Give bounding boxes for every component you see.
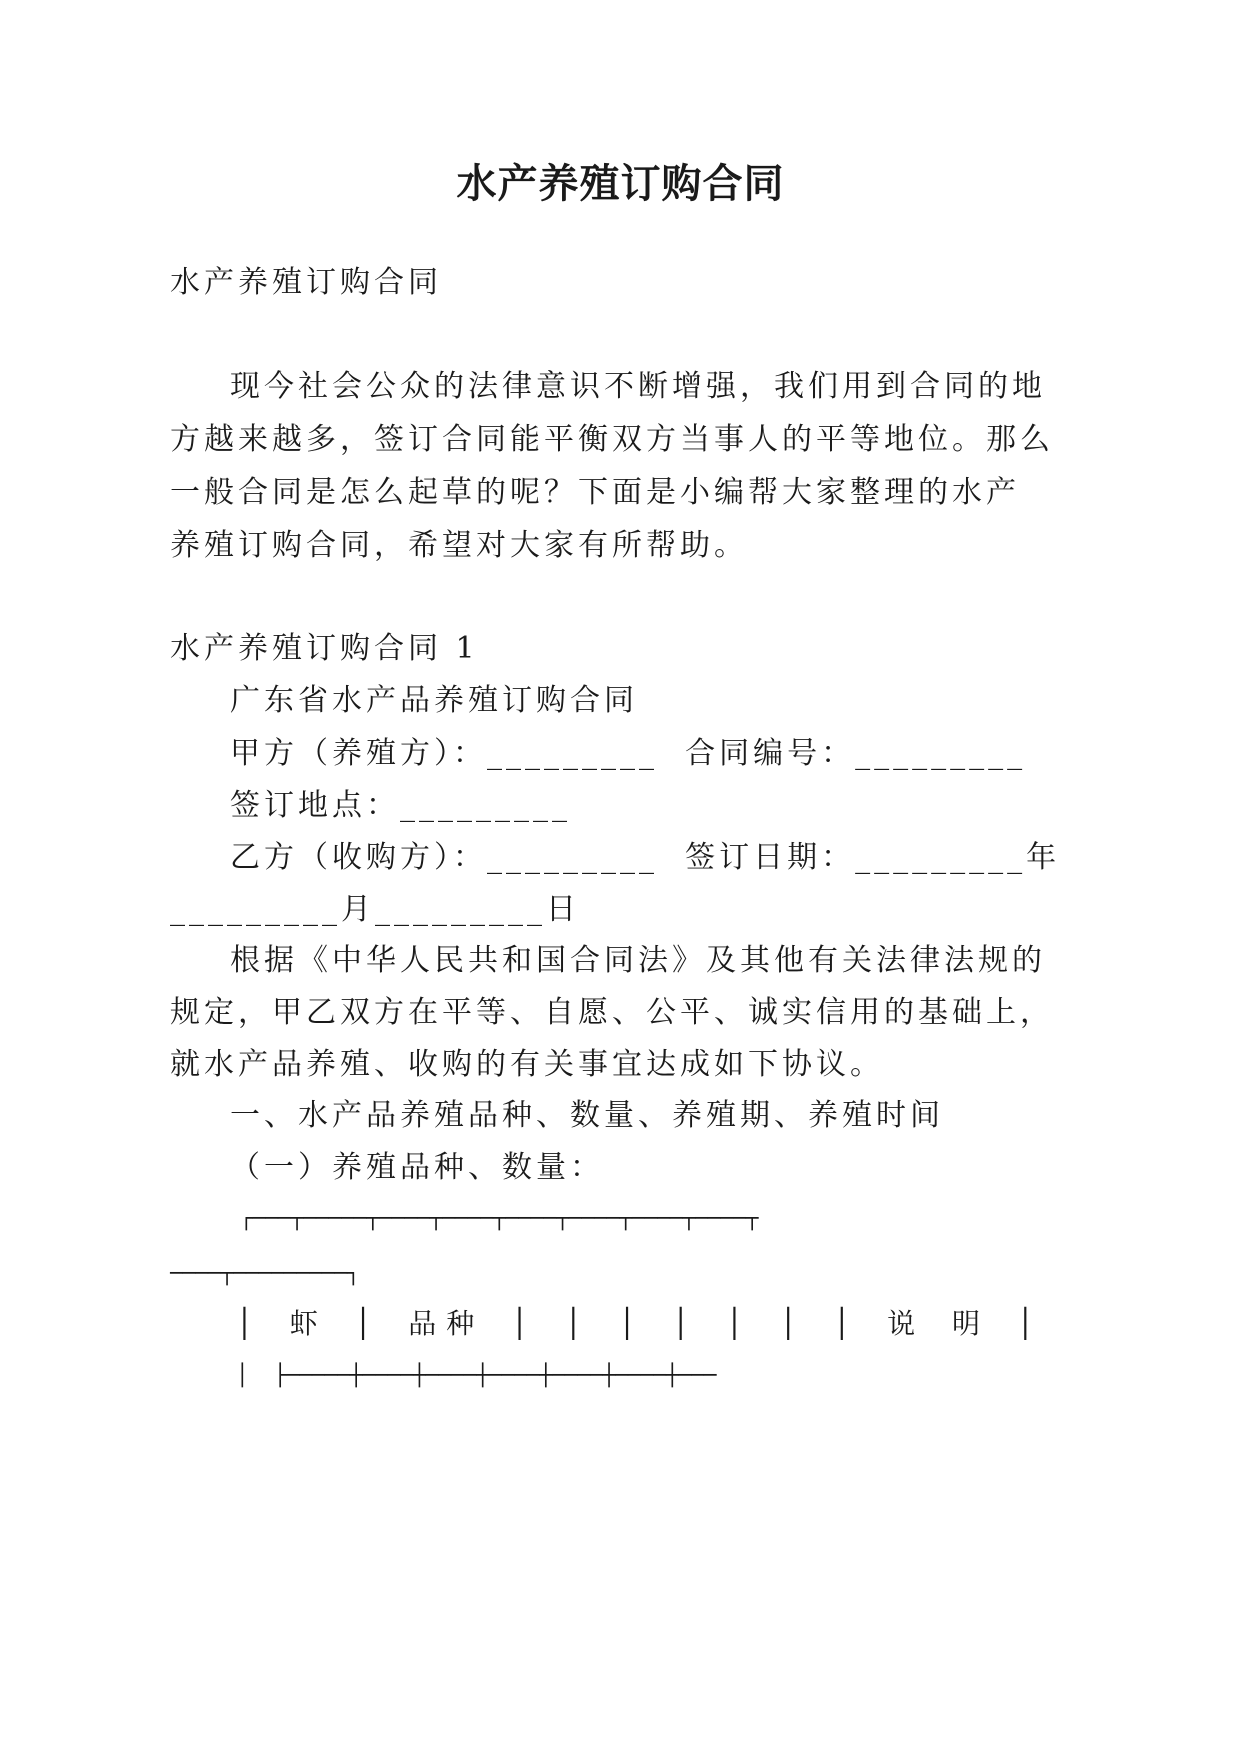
- clause-1-1: （一）养殖品种、数量：: [230, 1150, 604, 1185]
- intro-line-3: 一般合同是怎么起草的呢？下面是小编帮大家整理的水产: [170, 475, 1020, 510]
- sign-place-line: 签订地点：_________: [230, 788, 571, 823]
- basis-line-3: 就水产品养殖、收购的有关事宜达成如下协议。: [170, 1047, 884, 1082]
- date-line: _________月_________日: [170, 892, 580, 927]
- intro-line-1: 现今社会公众的法律意识不断增强，我们用到合同的地: [230, 369, 1046, 404]
- table-header-row: │ 虾 │ 品种 │ │ │ │ │ │ │ 说 明 │: [236, 1307, 1044, 1340]
- table-border-top: ┌───┬─────┬────┬────┬────┬────┬────┬────┬: [240, 1206, 759, 1230]
- document-heading: 水产养殖订购合同: [170, 265, 442, 300]
- party-b-line: 乙方（收购方）：_________ 签订日期：_________年: [230, 840, 1061, 875]
- table-border-top-cont: ────┬─────────┐: [170, 1261, 360, 1285]
- table-divider-row: │ ├─────┼────┼────┼────┼────┼────┼───: [236, 1363, 717, 1387]
- intro-line-2: 方越来越多，签订合同能平衡双方当事人的平等地位。那么: [170, 422, 1054, 457]
- document-title: 水产养殖订购合同: [456, 160, 785, 207]
- basis-line-2: 规定，甲乙双方在平等、自愿、公平、诚实信用的基础上，: [170, 995, 1054, 1030]
- intro-line-4: 养殖订购合同，希望对大家有所帮助。: [170, 528, 748, 563]
- contract-title: 广东省水产品养殖订购合同: [230, 683, 638, 718]
- party-a-line: 甲方（养殖方）：_________ 合同编号：_________: [230, 736, 1027, 771]
- clause-1: 一、水产品养殖品种、数量、养殖期、养殖时间: [230, 1098, 944, 1133]
- section-title: 水产养殖订购合同 1: [170, 631, 479, 666]
- basis-line-1: 根据《中华人民共和国合同法》及其他有关法律法规的: [230, 943, 1046, 978]
